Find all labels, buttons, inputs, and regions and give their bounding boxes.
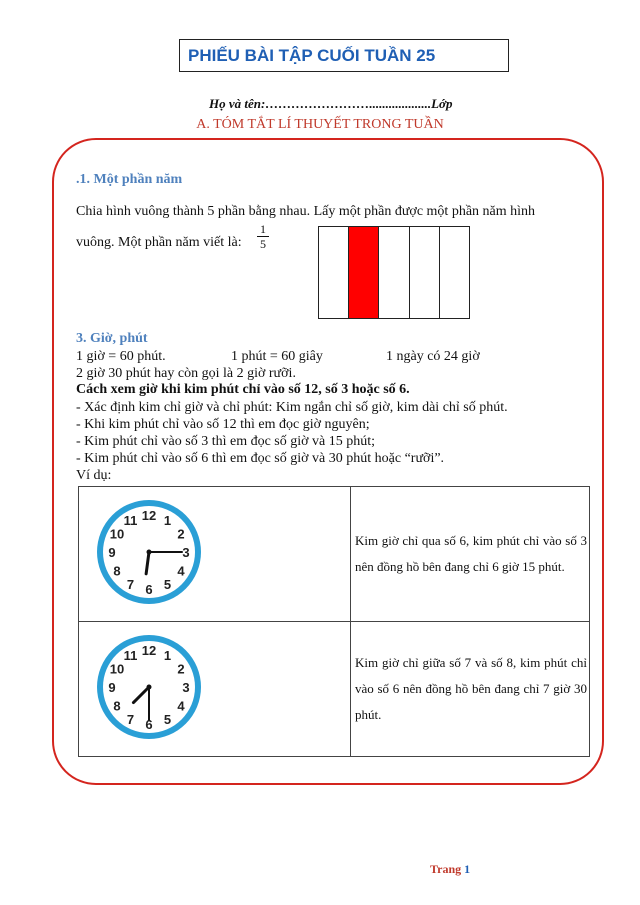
fact-hour-minutes: 1 giờ = 60 phút. (76, 349, 166, 364)
fact-day-hours: 1 ngày có 24 giờ (386, 349, 480, 364)
clock-number: 4 (177, 563, 185, 578)
page-footer (430, 862, 470, 877)
part1-line1: Chia hình vuông thành 5 phần bằng nhau. Lấy một phần được một phần năm hình (76, 204, 536, 219)
clock-number: 5 (163, 576, 172, 592)
clock-number: 7 (126, 711, 135, 727)
clock-number: 9 (108, 679, 116, 695)
square-part (319, 227, 348, 318)
bullet-3: - Kim phút chỉ vào số 3 thì em đọc số giờ và 15 phút; (76, 434, 376, 449)
clock-number: 4 (177, 698, 185, 713)
example-description: Kim giờ chỉ qua số 6, kim phút chỉ vào số 3 nên đồng hồ bên đang chỉ 6 giờ 15 phút. (351, 487, 590, 622)
half-past-note: 2 giờ 30 phút hay còn gọi là 2 giờ rưỡi. (76, 366, 296, 381)
clock-cell (79, 622, 351, 757)
clock-number: 12 (141, 507, 157, 523)
name-class-line: Họ và tên:……………………...................Lớp (209, 96, 453, 111)
clock-cell (79, 487, 351, 622)
page-title: PHIẾU BÀI TẬP CUỐI TUẦN 25 (188, 46, 436, 65)
square-part (439, 227, 469, 318)
clock-center (147, 684, 152, 689)
clock-number: 2 (177, 526, 185, 541)
clock-number: 8 (113, 563, 121, 578)
clock-number: 1 (163, 512, 172, 528)
footer-label: Trang (430, 862, 462, 876)
title-box (179, 39, 509, 72)
fraction-numerator: 1 (260, 222, 266, 236)
clock-number: 10 (109, 526, 125, 541)
bullet-4: - Kim phút chỉ vào số 6 thì em đọc số giờ và 30 phút hoặc “rưỡi”. (76, 451, 445, 466)
table-row (79, 622, 590, 757)
clock-6-15 (79, 497, 219, 607)
clock-number: 12 (141, 642, 157, 658)
example-table (78, 486, 590, 757)
page-number: 1 (464, 862, 471, 876)
example-description: Kim giờ chỉ giữa số 7 và số 8, kim phút chỉ vào số 6 nên đồng hồ bên đang chỉ 7 giờ 30 phút. (351, 622, 590, 757)
example-label: Ví dụ: (76, 468, 112, 483)
clock-number: 10 (109, 661, 125, 676)
clock-number: 5 (163, 711, 172, 727)
part1-line2: vuông. Một phần năm viết là: (76, 235, 242, 250)
clock-number: 11 (123, 512, 138, 528)
bullet-1: - Xác định kim chỉ giờ và chỉ phút: Kim ngắn chỉ số giờ, kim dài chỉ số phút. (76, 400, 508, 415)
part1-heading: .1. Một phần năm (76, 172, 183, 187)
clock-number: 11 (123, 647, 138, 663)
one-fifth-diagram (318, 226, 470, 319)
clock-number: 3 (182, 544, 190, 560)
clock-number: 3 (182, 679, 190, 695)
part3-heading: 3. Giờ, phút (76, 331, 148, 346)
clock-number: 1 (163, 647, 172, 663)
clock-center (147, 549, 152, 554)
table-row (79, 487, 590, 622)
fact-minute-seconds: 1 phút = 60 giây (231, 349, 323, 364)
clock-number: 8 (113, 698, 121, 713)
clock-number: 2 (177, 661, 185, 676)
fraction-denominator: 5 (260, 237, 266, 251)
clock-number: 6 (145, 716, 153, 732)
bullet-2: - Khi kim phút chỉ vào số 12 thì em đọc giờ nguyên; (76, 417, 370, 432)
square-part (378, 227, 408, 318)
clock-number: 6 (145, 581, 153, 597)
clock-7-30 (79, 632, 219, 742)
clock-number: 7 (126, 576, 135, 592)
reading-method-heading: Cách xem giờ khi kim phút chỉ vào số 12, số 3 hoặc số 6. (76, 382, 410, 397)
shaded-part (348, 227, 378, 318)
square-part (409, 227, 439, 318)
clock-number: 9 (108, 544, 116, 560)
section-a-heading: A. TÓM TẮT LÍ THUYẾT TRONG TUẦN (196, 117, 444, 132)
fraction-one-fifth (257, 223, 269, 250)
